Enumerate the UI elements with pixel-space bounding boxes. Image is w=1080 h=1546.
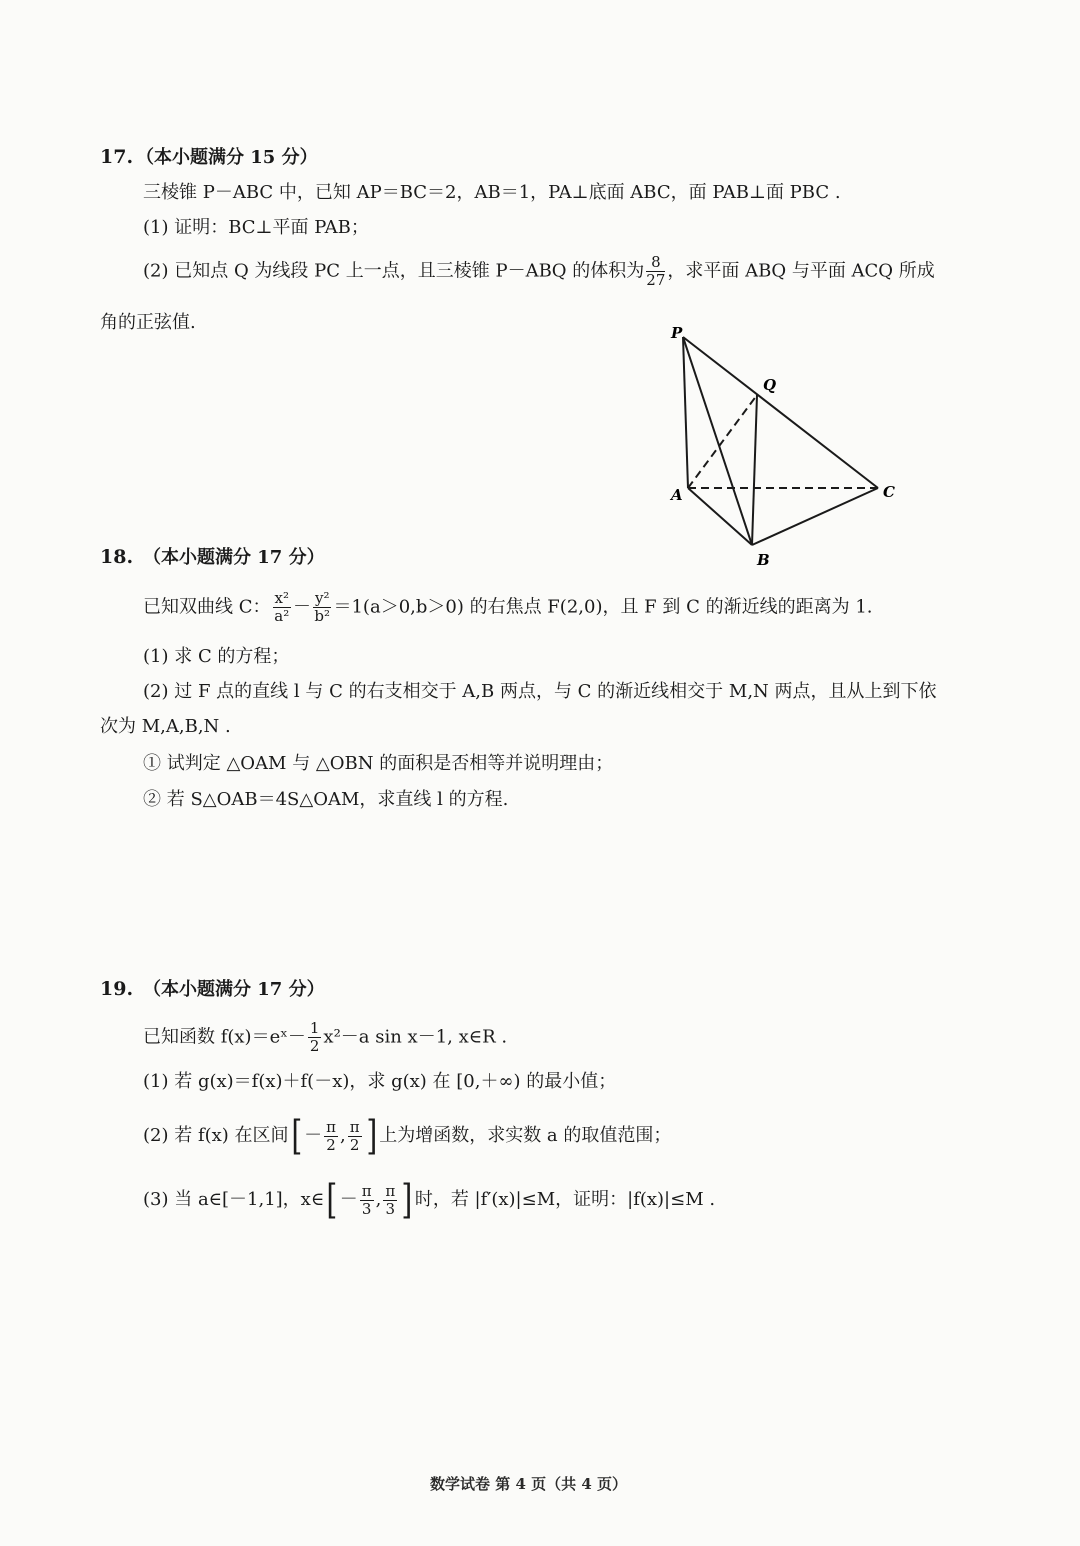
frac-denominator: 27 [646, 271, 666, 289]
q18-number: 18. [100, 546, 134, 568]
frac-denominator: 3 [361, 1199, 372, 1218]
frac-numerator: π [361, 1181, 372, 1200]
q19-part2-post: 上为增函数，求实数 a 的取值范围； [379, 1125, 672, 1146]
q19-header: （本小题满分 17 分） [143, 979, 325, 1000]
frac-numerator: 1 [309, 1019, 320, 1037]
q17-part2-post: ，求平面 ABQ 与平面 ACQ 所成 [667, 260, 935, 282]
frac-numerator: π [326, 1117, 336, 1136]
q18-stem-post: ＝1(a＞0,b＞0) 的右焦点 F(2,0)，且 F 到 C 的渐近线的距离为 1. [333, 596, 873, 618]
label-B: B [757, 551, 770, 569]
frac-numerator: π [349, 1117, 360, 1136]
q18-header: （本小题满分 17 分） [143, 547, 325, 568]
frac-denominator: 2 [349, 1135, 360, 1154]
edge-AQ-dashed [688, 395, 757, 488]
q17-number: 17. [100, 146, 134, 168]
frac-denominator: 3 [385, 1199, 396, 1218]
frac-denominator: 2 [326, 1135, 336, 1154]
q19-part3: (3) 当 a∈[－1,1]，x∈[ － $\frac{\pi}{3}$ , $\frac{\pi}{3}$ ] 时，若 |f′(x)|≤M，证明：|f(x)|≤M . [143, 1177, 716, 1223]
q18-sub1: ① 试判定 △OAM 与 △OBN 的面积是否相等并说明理由； [143, 753, 614, 774]
label-Q: Q [763, 376, 777, 394]
q18-part2: (2) 过 F 点的直线 l 与 C 的右支相交于 A,B 两点，与 C 的渐近线相交于 M,N 两点，且从上到下依 [143, 681, 937, 702]
q17-part2-continuation: 角的正弦值. [100, 312, 196, 333]
frac-denominator: b² [314, 607, 331, 625]
label-P: P [671, 324, 683, 342]
edge-PC [683, 337, 878, 488]
frac-denominator: a² [274, 607, 290, 625]
pi-over-2-fraction [324, 1119, 338, 1154]
page-footer: 数学试卷 第 4 页（共 4 页） [430, 1475, 627, 1493]
y2-over-b2 [313, 590, 332, 625]
label-C: C [883, 483, 895, 501]
q17-stem: 三棱锥 P－ABC 中，已知 AP＝BC＝2，AB＝1，PA⊥底面 ABC，面 PAB⊥面 PBC . [143, 182, 841, 203]
q19-part3-post: 时，若 |f′(x)|≤M，证明：|f(x)|≤M . [414, 1189, 716, 1210]
frac-denominator: 2 [309, 1037, 320, 1055]
frac-numerator: 8 [646, 254, 665, 272]
edge-BC [752, 488, 878, 545]
left-bracket-icon: [ [326, 1177, 338, 1223]
neg-sign: － [339, 1189, 358, 1210]
edge-PA [683, 337, 688, 488]
right-bracket-icon: ] [401, 1177, 413, 1223]
q17-part1: (1) 证明：BC⊥平面 PAB； [143, 217, 369, 238]
q17-header: （本小题满分 15 分） [136, 147, 318, 168]
edge-QB [752, 395, 757, 545]
q18-stem-pre: 已知双曲线 C： [143, 596, 271, 618]
q19-part1: (1) 若 g(x)＝f(x)＋f(－x)，求 g(x) 在 [0,＋∞) 的最小值； [143, 1071, 617, 1092]
neg-sign: － [304, 1125, 323, 1146]
frac-numerator: y² [314, 589, 330, 607]
q18-sub2: ② 若 S△OAB＝4S△OAM，求直线 l 的方程. [143, 789, 509, 810]
q19-stem [143, 1020, 507, 1055]
q19-part2-pre: (2) 若 f(x) 在区间 [143, 1125, 289, 1146]
frac-numerator: x² [274, 589, 289, 607]
pi-over-3-fraction [383, 1183, 397, 1218]
q19-stem-post: x²－a sin x－1, x∈R . [323, 1026, 508, 1048]
x2-over-a2 [273, 590, 291, 625]
q18-stem: 已知双曲线 C： $\frac{\text{x²}}{\text{a²}}$ － $\frac{\text{y²}}{\text{b²}}$ ＝1(a＞0,b＞0) 的右焦点 F(2,0)，且 F 到 C 的渐近线的距离为 1. [143, 589, 873, 625]
left-bracket-icon: [ [290, 1113, 302, 1159]
label-A: A [671, 486, 683, 504]
right-bracket-icon: ] [365, 1113, 377, 1159]
q19-stem-pre: 已知函数 f(x)＝eˣ－ [143, 1026, 306, 1048]
frac-numerator: π [385, 1181, 396, 1200]
q17-part2-pre: (2) 已知点 Q 为线段 PC 上一点，且三棱锥 P－ABQ 的体积为 [143, 260, 645, 282]
q19-number: 19. [100, 978, 134, 1000]
q19-part2: (2) 若 f(x) 在区间[ － $\frac{\pi}{2}$ , $\frac{\pi}{2}$ ] 上为增函数，求实数 a 的取值范围； [143, 1113, 672, 1159]
one-half-fraction [308, 1020, 322, 1055]
pi-over-2-fraction [348, 1119, 362, 1154]
q19-part3-pre: (3) 当 a∈[－1,1]，x∈ [143, 1189, 325, 1210]
q18-part1: (1) 求 C 的方程； [143, 646, 290, 667]
pi-over-3-fraction [360, 1183, 374, 1218]
q18-part2-continuation: 次为 M,A,B,N . [100, 716, 231, 737]
